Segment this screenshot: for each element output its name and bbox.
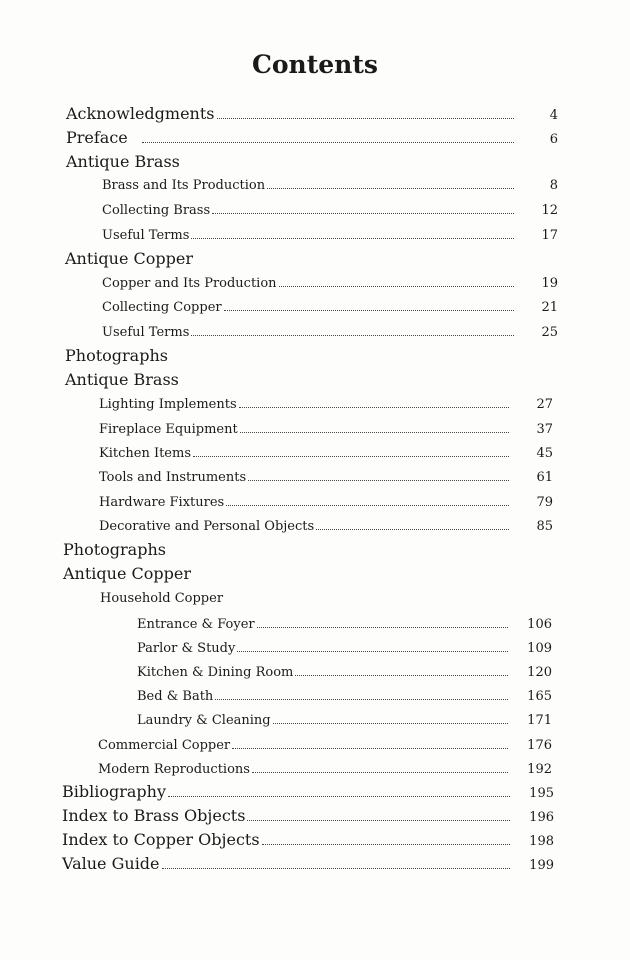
leader-dots	[279, 285, 514, 287]
toc-entry-lighting-implements[interactable]	[99, 397, 553, 412]
leader-dots	[142, 141, 514, 143]
toc-entry-page: 37	[536, 422, 553, 437]
leader-dots	[212, 212, 514, 214]
toc-heading-photographs-2: Photographs	[63, 540, 166, 559]
toc-entry-label: Acknowledgments	[66, 104, 215, 123]
toc-entry-page: 106	[527, 617, 552, 632]
toc-entry-label: Parlor & Study	[137, 641, 236, 656]
toc-entry-useful-terms-copper[interactable]	[102, 325, 558, 340]
toc-entry-index-brass[interactable]	[62, 806, 554, 825]
toc-entry-page: 61	[536, 470, 553, 485]
toc-heading-antique-brass: Antique Brass	[66, 152, 180, 171]
toc-entry-label: Preface	[66, 128, 128, 147]
toc-entry-label: Fireplace Equipment	[99, 422, 238, 437]
toc-entry-label: Commercial Copper	[98, 738, 231, 753]
toc-entry-page: 120	[527, 665, 552, 680]
toc-entry-value-guide[interactable]	[62, 854, 554, 873]
leader-dots	[267, 187, 514, 189]
toc-heading-antique-copper-photos: Antique Copper	[63, 564, 191, 583]
toc-entry-page: 171	[527, 713, 552, 728]
leader-dots	[273, 722, 508, 724]
toc-entry-page: 8	[549, 178, 558, 193]
toc-entry-label: Hardware Fixtures	[99, 495, 225, 510]
toc-entry-page: 27	[536, 397, 553, 412]
toc-entry-brass-production[interactable]	[102, 178, 558, 193]
toc-entry-parlor-study[interactable]	[137, 641, 552, 656]
toc-entry-label: Index to Copper Objects	[62, 830, 260, 849]
toc-subheading-household-copper: Household Copper	[100, 591, 224, 606]
toc-entry-page: 176	[527, 738, 552, 753]
toc-entry-label: Decorative and Personal Objects	[99, 519, 315, 534]
toc-entry-page: 21	[541, 300, 558, 315]
toc-entry-label: Brass and Its Production	[102, 178, 266, 193]
toc-heading-photographs: Photographs	[65, 346, 168, 365]
leader-dots	[248, 479, 509, 481]
toc-entry-kitchen-items[interactable]	[99, 446, 553, 461]
toc-entry-hardware-fixtures[interactable]	[99, 495, 553, 510]
toc-entry-label: Lighting Implements	[99, 397, 237, 412]
toc-entry-label: Modern Reproductions	[98, 762, 250, 777]
toc-entry-label: Collecting Copper	[102, 300, 222, 315]
toc-entry-page: 17	[541, 228, 558, 243]
toc-entry-label: Collecting Brass	[102, 203, 211, 218]
toc-entry-copper-production[interactable]	[102, 276, 558, 291]
toc-entry-bibliography[interactable]	[62, 782, 554, 801]
leader-dots	[162, 867, 510, 869]
toc-entry-label: Index to Brass Objects	[62, 806, 246, 825]
toc-entry-decorative-personal[interactable]	[99, 519, 553, 534]
leader-dots	[217, 117, 515, 119]
toc-entry-acknowledgments[interactable]	[66, 104, 558, 123]
toc-entry-label: Tools and Instruments	[99, 470, 247, 485]
toc-entry-label: Copper and Its Production	[102, 276, 277, 291]
toc-entry-page: 165	[527, 689, 552, 704]
toc-entry-page: 199	[529, 858, 554, 873]
toc-entry-label: Kitchen Items	[99, 446, 191, 461]
toc-entry-page: 45	[536, 446, 553, 461]
toc-entry-index-copper[interactable]	[62, 830, 554, 849]
toc-entry-collecting-copper[interactable]	[102, 300, 558, 315]
toc-entry-label: Entrance & Foyer	[137, 617, 255, 632]
leader-dots	[237, 650, 508, 652]
toc-entry-modern-reproductions[interactable]	[98, 762, 552, 777]
toc-entry-label: Bibliography	[62, 782, 166, 801]
leader-dots	[191, 334, 514, 336]
leader-dots	[252, 771, 508, 773]
toc-entry-label: Bed & Bath	[137, 689, 214, 704]
toc-entry-preface[interactable]	[66, 128, 558, 147]
page-title: Contents	[251, 50, 378, 79]
toc-entry-label: Value Guide	[62, 854, 160, 873]
toc-entry-collecting-brass[interactable]	[102, 203, 558, 218]
toc-entry-label: Useful Terms	[102, 228, 190, 243]
toc-entry-label: Laundry & Cleaning	[137, 713, 271, 728]
toc-entry-page: 198	[529, 834, 554, 849]
leader-dots	[191, 237, 514, 239]
toc-entry-commercial-copper[interactable]	[98, 738, 552, 753]
leader-dots	[316, 528, 509, 530]
leader-dots	[240, 431, 509, 433]
toc-heading-antique-copper: Antique Copper	[65, 249, 193, 268]
leader-dots	[262, 843, 510, 845]
leader-dots	[226, 504, 509, 506]
leader-dots	[247, 819, 510, 821]
toc-entry-page: 192	[527, 762, 552, 777]
toc-entry-laundry-cleaning[interactable]	[137, 713, 552, 728]
toc-entry-fireplace-equipment[interactable]	[99, 422, 553, 437]
leader-dots	[215, 698, 508, 700]
toc-entry-page: 12	[541, 203, 558, 218]
toc-entry-page: 25	[541, 325, 558, 340]
toc-entry-page: 85	[536, 519, 553, 534]
toc-entry-entrance-foyer[interactable]	[137, 617, 552, 632]
toc-entry-page: 6	[549, 132, 558, 147]
toc-entry-page: 109	[527, 641, 552, 656]
toc-entry-tools-instruments[interactable]	[99, 470, 553, 485]
leader-dots	[257, 626, 508, 628]
toc-entry-kitchen-dining[interactable]	[137, 665, 552, 680]
toc-entry-page: 195	[529, 786, 554, 801]
leader-dots	[295, 674, 508, 676]
toc-entry-label: Kitchen & Dining Room	[137, 665, 294, 680]
leader-dots	[224, 309, 514, 311]
toc-entry-bed-bath[interactable]	[137, 689, 552, 704]
toc-entry-page: 196	[529, 810, 554, 825]
leader-dots	[168, 795, 510, 797]
toc-entry-label: Useful Terms	[102, 325, 190, 340]
toc-heading-antique-brass-photos: Antique Brass	[65, 370, 179, 389]
leader-dots	[193, 455, 509, 457]
toc-entry-page: 4	[549, 108, 558, 123]
leader-dots	[232, 747, 508, 749]
toc-entry-page: 19	[541, 276, 558, 291]
leader-dots	[239, 406, 509, 408]
toc-entry-useful-terms-brass[interactable]	[102, 228, 558, 243]
toc-entry-page: 79	[536, 495, 553, 510]
